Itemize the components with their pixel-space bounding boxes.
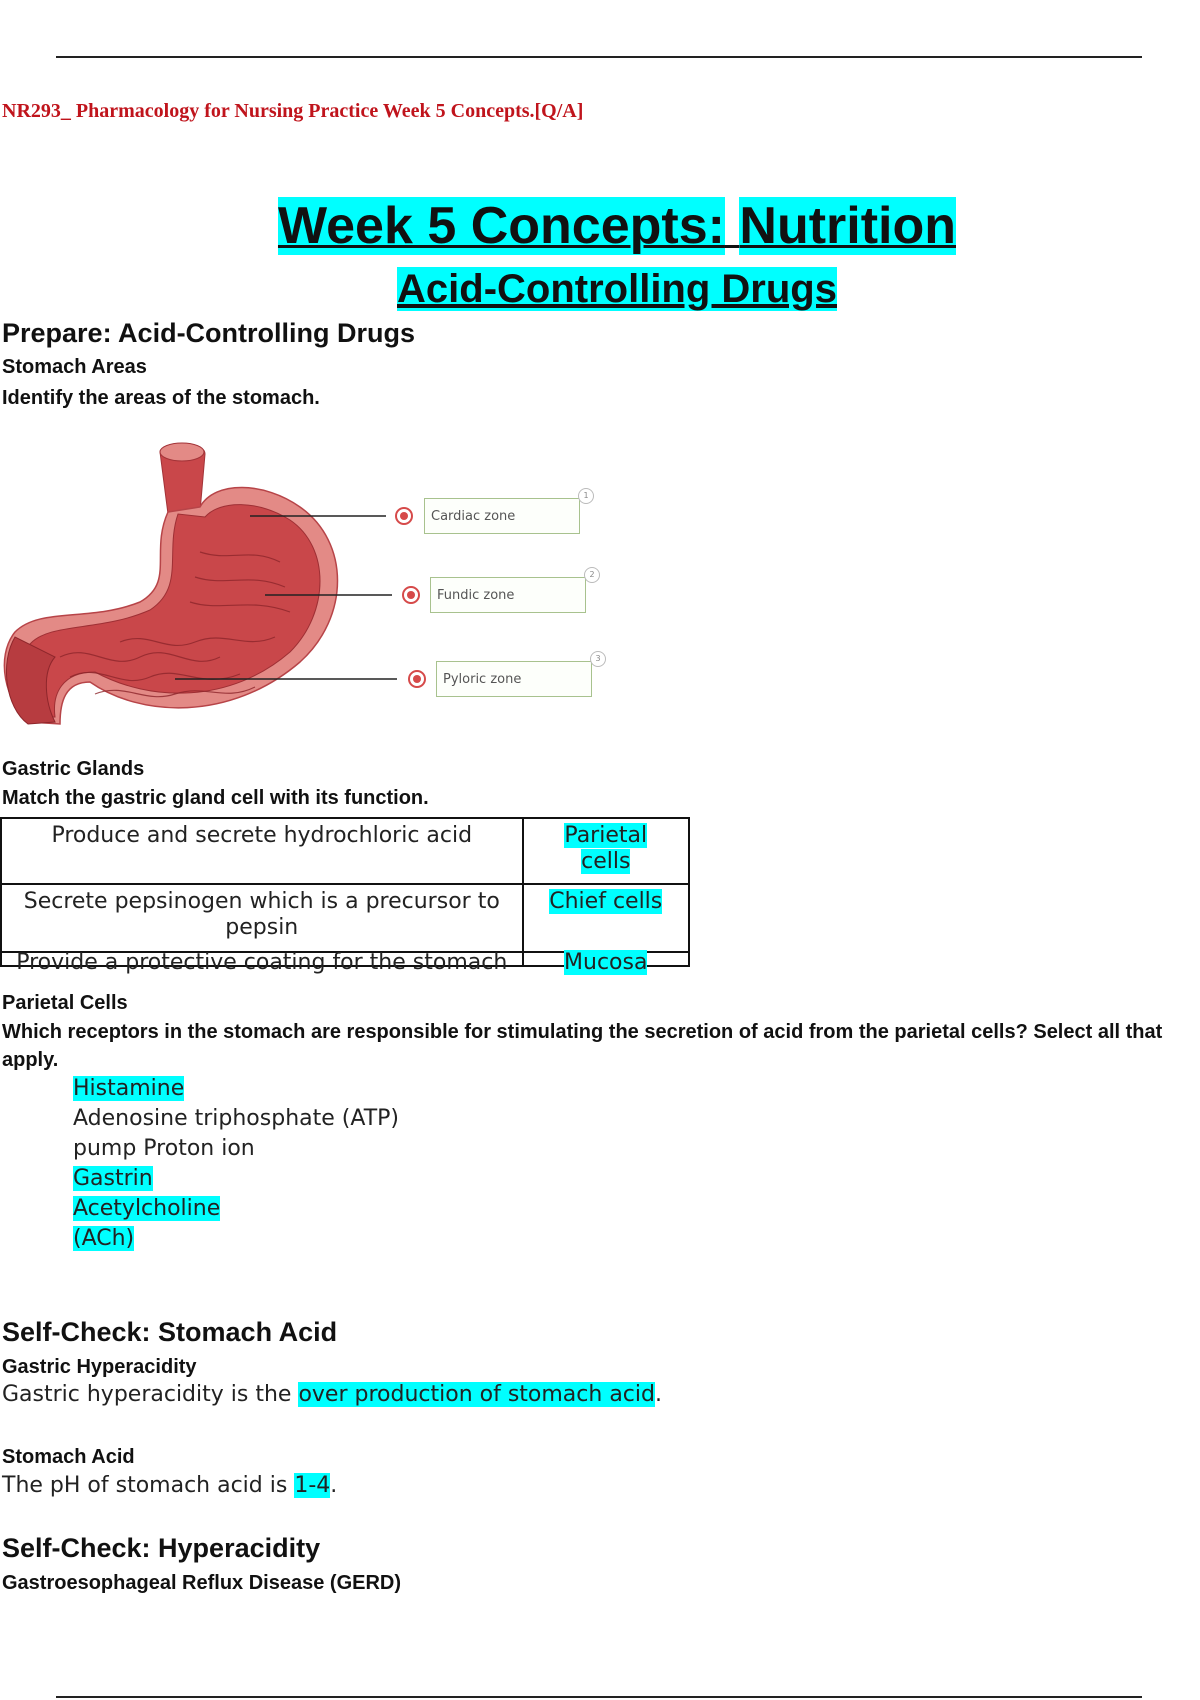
stomach-acid-prefix: The pH of stomach acid is — [2, 1473, 295, 1498]
list-item[interactable] — [73, 1164, 399, 1194]
zone-number-1: 1 — [578, 488, 594, 504]
self-check-hyperacidity-heading: Self-Check: Hyperacidity — [2, 1533, 321, 1563]
list-item[interactable] — [73, 1074, 399, 1104]
answer-parietal-line1: Parietal — [564, 823, 648, 848]
option-acetylcholine: Acetylcholine — [73, 1196, 221, 1221]
cell-answer — [523, 884, 689, 952]
hyperacidity-answer: over production of stomach acid — [298, 1382, 655, 1407]
gerd-heading: Gastroesophageal Reflux Disease (GERD) — [2, 1572, 402, 1594]
answer-parietal-line2: cells — [581, 849, 631, 874]
title-part-1: Week 5 Concepts: — [277, 197, 725, 255]
receptor-options — [73, 1074, 399, 1254]
list-item[interactable] — [73, 1194, 399, 1224]
zone-box-pyloric[interactable]: Pyloric zone — [436, 661, 592, 697]
function-cell — [1, 950, 523, 975]
hyperacidity-prefix: Gastric hyperacidity is the — [2, 1382, 299, 1407]
subtitle-text: Acid-Controlling Drugs — [397, 267, 837, 311]
stomach-acid-heading: Stomach Acid — [2, 1446, 135, 1468]
page-subtitle — [0, 265, 1200, 313]
list-item[interactable] — [73, 1104, 399, 1134]
stomach-areas-question: Identify the areas of the stomach. — [2, 387, 320, 409]
page-title — [0, 196, 1200, 256]
option-gastrin: Gastrin — [73, 1166, 153, 1191]
option-proton-pump: pump Proton ion — [73, 1136, 255, 1161]
prepare-heading: Prepare: Acid-Controlling Drugs — [2, 318, 416, 348]
top-rule — [56, 56, 1142, 58]
bottom-rule — [56, 1696, 1142, 1698]
stomach-areas-heading: Stomach Areas — [2, 356, 147, 378]
gastric-glands-heading: Gastric Glands — [2, 758, 145, 780]
title-part-2: Nutrition — [739, 197, 956, 255]
table-row — [1, 952, 689, 966]
answer-chief: Chief cells — [549, 889, 663, 914]
zone-number-2: 2 — [584, 567, 600, 583]
gastric-gland-match-table — [0, 817, 690, 975]
function-cell: Secrete pepsinogen which is a precursor to pepsin — [1, 884, 523, 952]
table-row — [1, 818, 689, 884]
stomach-acid-answer: 1-4 — [294, 1473, 331, 1498]
parietal-cells-question: Which receptors in the stomach are responsible for stimulating the secretion of acid from the parietal cells? Select all that apply. — [2, 1021, 1163, 1071]
table-row — [1, 884, 689, 952]
hyperacidity-sentence — [2, 1382, 662, 1407]
zone-box-cardiac[interactable]: Cardiac zone — [424, 498, 580, 534]
gastric-glands-question: Match the gastric gland cell with its function. — [2, 787, 429, 809]
zone-box-fundic[interactable]: Fundic zone — [430, 577, 586, 613]
stomach-diagram — [0, 432, 610, 732]
parietal-cells-heading: Parietal Cells — [2, 992, 128, 1014]
option-atp: Adenosine triphosphate (ATP) — [73, 1106, 399, 1131]
stomach-acid-sentence — [2, 1473, 337, 1498]
list-item[interactable] — [73, 1134, 399, 1164]
cell-answer — [523, 818, 689, 884]
self-check-acid-heading: Self-Check: Stomach Acid — [2, 1317, 338, 1347]
option-ach: (ACh) — [73, 1226, 135, 1251]
hyperacidity-suffix: . — [654, 1382, 662, 1407]
answer-mucosa: Mucosa — [564, 950, 648, 975]
function-cell: Produce and secrete hydrochloric acid — [1, 818, 523, 884]
document-header: NR293_ Pharmacology for Nursing Practice Week 5 Concepts.[Q/A] — [2, 100, 584, 122]
stomach-acid-suffix: . — [330, 1473, 338, 1498]
option-histamine: Histamine — [73, 1076, 185, 1101]
list-item[interactable] — [73, 1224, 399, 1254]
cell-answer — [523, 950, 689, 975]
gastric-hyperacidity-heading: Gastric Hyperacidity — [2, 1356, 197, 1378]
zone-number-3: 3 — [590, 651, 606, 667]
function-text: Provide a protective coating for the stomach — [16, 950, 508, 975]
